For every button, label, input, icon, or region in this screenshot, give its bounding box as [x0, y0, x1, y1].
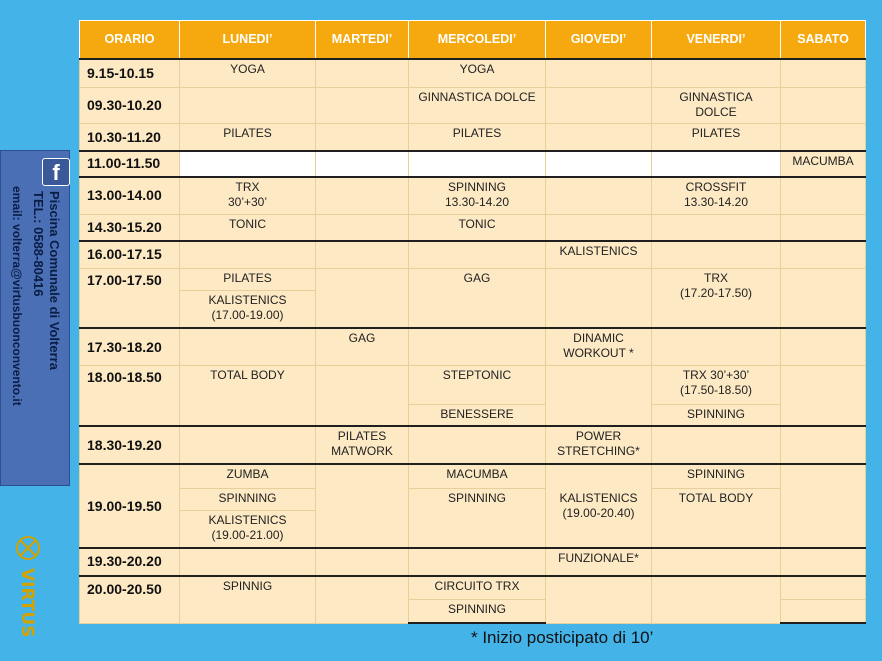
empty-cell [316, 124, 409, 151]
empty-cell [316, 214, 409, 241]
class-cell: SPINNIG [180, 576, 316, 623]
class-cell: PILATES [180, 268, 316, 291]
class-cell [409, 177, 546, 214]
class-name: KALISTENICS [208, 293, 287, 308]
class-cell [546, 464, 652, 548]
phone-number: TEL.: 0588-80416 [31, 191, 46, 297]
empty-cell [781, 268, 866, 327]
time-slot: 09.30-10.20 [80, 87, 180, 124]
class-name: MATWORK [331, 444, 393, 459]
empty-cell [781, 328, 866, 366]
empty-cell [781, 548, 866, 576]
svg-text:VIRTUS: VIRTUS [17, 568, 37, 638]
class-time: 13.30-14.20 [683, 195, 749, 210]
class-name: KALISTENICS [208, 512, 287, 527]
empty-cell [546, 59, 652, 87]
empty-cell [652, 328, 781, 366]
time-slot: 14.30-15.20 [80, 214, 180, 241]
contact-info [6, 186, 66, 481]
empty-cell [781, 241, 866, 269]
class-time: (17.00-19.00) [211, 308, 284, 323]
empty-cell [180, 241, 316, 269]
empty-cell [781, 124, 866, 151]
empty-cell [546, 268, 652, 327]
class-cell: GINNASTICA DOLCE [409, 87, 546, 124]
empty-cell [546, 366, 652, 426]
class-name: STRETCHING* [557, 444, 640, 459]
class-cell [180, 510, 316, 548]
class-name: CROSSFIT [685, 180, 747, 195]
class-cell: PILATES [180, 124, 316, 151]
class-cell: FUNZIONALE* [546, 548, 652, 576]
header-venerdi: VENERDI’ [652, 21, 781, 60]
class-name: WORKOUT * [563, 345, 634, 360]
empty-cell [316, 241, 409, 269]
class-cell: MACUMBA [781, 151, 866, 178]
class-time: (19.00-20.40) [562, 506, 635, 521]
empty-cell [409, 151, 546, 178]
empty-cell [180, 328, 316, 366]
class-cell: BENESSERE [409, 405, 546, 427]
empty-cell [409, 548, 546, 576]
empty-cell [652, 548, 781, 576]
header-orario: ORARIO [80, 21, 180, 60]
empty-cell [652, 241, 781, 269]
empty-cell [652, 151, 781, 178]
time-slot: 20.00-20.50 [80, 576, 180, 623]
class-cell: YOGA [409, 59, 546, 87]
time-slot: 10.30-11.20 [80, 124, 180, 151]
empty-cell [180, 548, 316, 576]
class-name: DINAMIC [573, 330, 624, 345]
empty-cell [546, 576, 652, 623]
pool-name: Piscina Comunale di Volterra [47, 191, 62, 370]
empty-cell [180, 87, 316, 124]
empty-cell [781, 214, 866, 241]
class-cell: SPINNING [409, 489, 546, 548]
time-slot: 17.30-18.20 [80, 328, 180, 366]
class-cell [180, 177, 316, 214]
empty-cell [316, 366, 409, 426]
empty-cell [781, 59, 866, 87]
class-cell: TOTAL BODY [652, 489, 781, 548]
class-cell [546, 328, 652, 366]
time-slot: 18.00-18.50 [80, 366, 180, 426]
empty-cell [316, 87, 409, 124]
class-name: POWER [575, 429, 622, 444]
empty-cell [781, 599, 866, 623]
class-cell: CIRCUITO TRX [409, 576, 546, 600]
time-slot: 16.00-17.15 [80, 241, 180, 269]
class-time: 30’+30’ [227, 195, 268, 210]
class-cell [316, 426, 409, 464]
class-time: 13.30-14.20 [444, 195, 510, 210]
class-cell: TOTAL BODY [180, 366, 316, 426]
class-cell [652, 87, 781, 124]
empty-cell [546, 87, 652, 124]
header-martedi: MARTEDI’ [316, 21, 409, 60]
header-giovedi: GIOVEDI’ [546, 21, 652, 60]
class-cell: MACUMBA [409, 464, 546, 489]
class-name: PILATES [337, 429, 387, 444]
empty-cell [316, 177, 409, 214]
class-name: GINNASTICA [679, 89, 753, 104]
class-cell: SPINNING [409, 599, 546, 623]
facebook-icon[interactable]: f [42, 158, 70, 186]
time-slot: 11.00-11.50 [80, 151, 180, 178]
empty-cell [781, 576, 866, 600]
footnote: * Inizio posticipato di 10’ [471, 628, 654, 647]
class-cell: KALISTENICS [546, 241, 652, 269]
empty-cell [316, 268, 409, 327]
empty-cell [546, 177, 652, 214]
class-cell [180, 291, 316, 328]
class-cell [652, 177, 781, 214]
class-cell: GAG [409, 268, 546, 327]
class-time: (17.50-18.50) [679, 383, 753, 398]
class-time: (17.20-17.50) [679, 285, 753, 300]
time-slot: 19.30-20.20 [80, 548, 180, 576]
empty-cell [546, 214, 652, 241]
class-name: TRX [235, 180, 260, 195]
empty-cell [409, 241, 546, 269]
class-cell [546, 426, 652, 464]
empty-cell [316, 151, 409, 178]
class-cell: PILATES [652, 124, 781, 151]
virtus-logo [6, 530, 42, 640]
time-slot: 9.15-10.15 [80, 59, 180, 87]
class-cell: GAG [316, 328, 409, 366]
empty-cell [652, 576, 781, 623]
empty-cell [546, 151, 652, 178]
empty-cell [546, 124, 652, 151]
class-name: TRX 30’+30’ [682, 368, 750, 383]
empty-cell [652, 426, 781, 464]
empty-cell [652, 59, 781, 87]
class-cell: TONIC [409, 214, 546, 241]
class-cell: YOGA [180, 59, 316, 87]
empty-cell [180, 426, 316, 464]
empty-cell [781, 366, 866, 426]
class-cell: SPINNING [652, 405, 781, 427]
empty-cell [781, 87, 866, 124]
header-sabato: SABATO [781, 21, 866, 60]
email-address[interactable]: email: volterra@virtusbuonconvento.it [10, 186, 24, 406]
class-cell: ZUMBA [180, 464, 316, 489]
class-cell [652, 366, 781, 405]
empty-cell [781, 177, 866, 214]
class-cell: TONIC [180, 214, 316, 241]
class-cell: SPINNING [652, 464, 781, 489]
time-slot: 17.00-17.50 [80, 268, 180, 327]
class-time: (19.00-21.00) [211, 527, 284, 542]
class-cell: PILATES [409, 124, 546, 151]
empty-cell [180, 151, 316, 178]
empty-cell [316, 576, 409, 623]
empty-cell [409, 328, 546, 366]
header-lunedi: LUNEDI’ [180, 21, 316, 60]
class-name: DOLCE [695, 104, 737, 119]
header-mercoledi: MERCOLEDI’ [409, 21, 546, 60]
empty-cell [652, 214, 781, 241]
class-cell: SPINNING [180, 489, 316, 511]
class-cell: STEPTONIC [409, 366, 546, 405]
class-name: SPINNING [447, 180, 506, 195]
time-slot: 13.00-14.00 [80, 177, 180, 214]
empty-cell [781, 464, 866, 548]
empty-cell [781, 426, 866, 464]
empty-cell [316, 59, 409, 87]
class-cell [652, 268, 781, 327]
empty-cell [409, 426, 546, 464]
class-name: KALISTENICS [559, 491, 638, 506]
empty-cell [316, 464, 409, 548]
time-slot: 18.30-19.20 [80, 426, 180, 464]
time-slot: 19.00-19.50 [80, 464, 180, 548]
class-name: TRX [704, 270, 728, 285]
empty-cell [316, 548, 409, 576]
weekly-schedule-table [79, 20, 866, 624]
